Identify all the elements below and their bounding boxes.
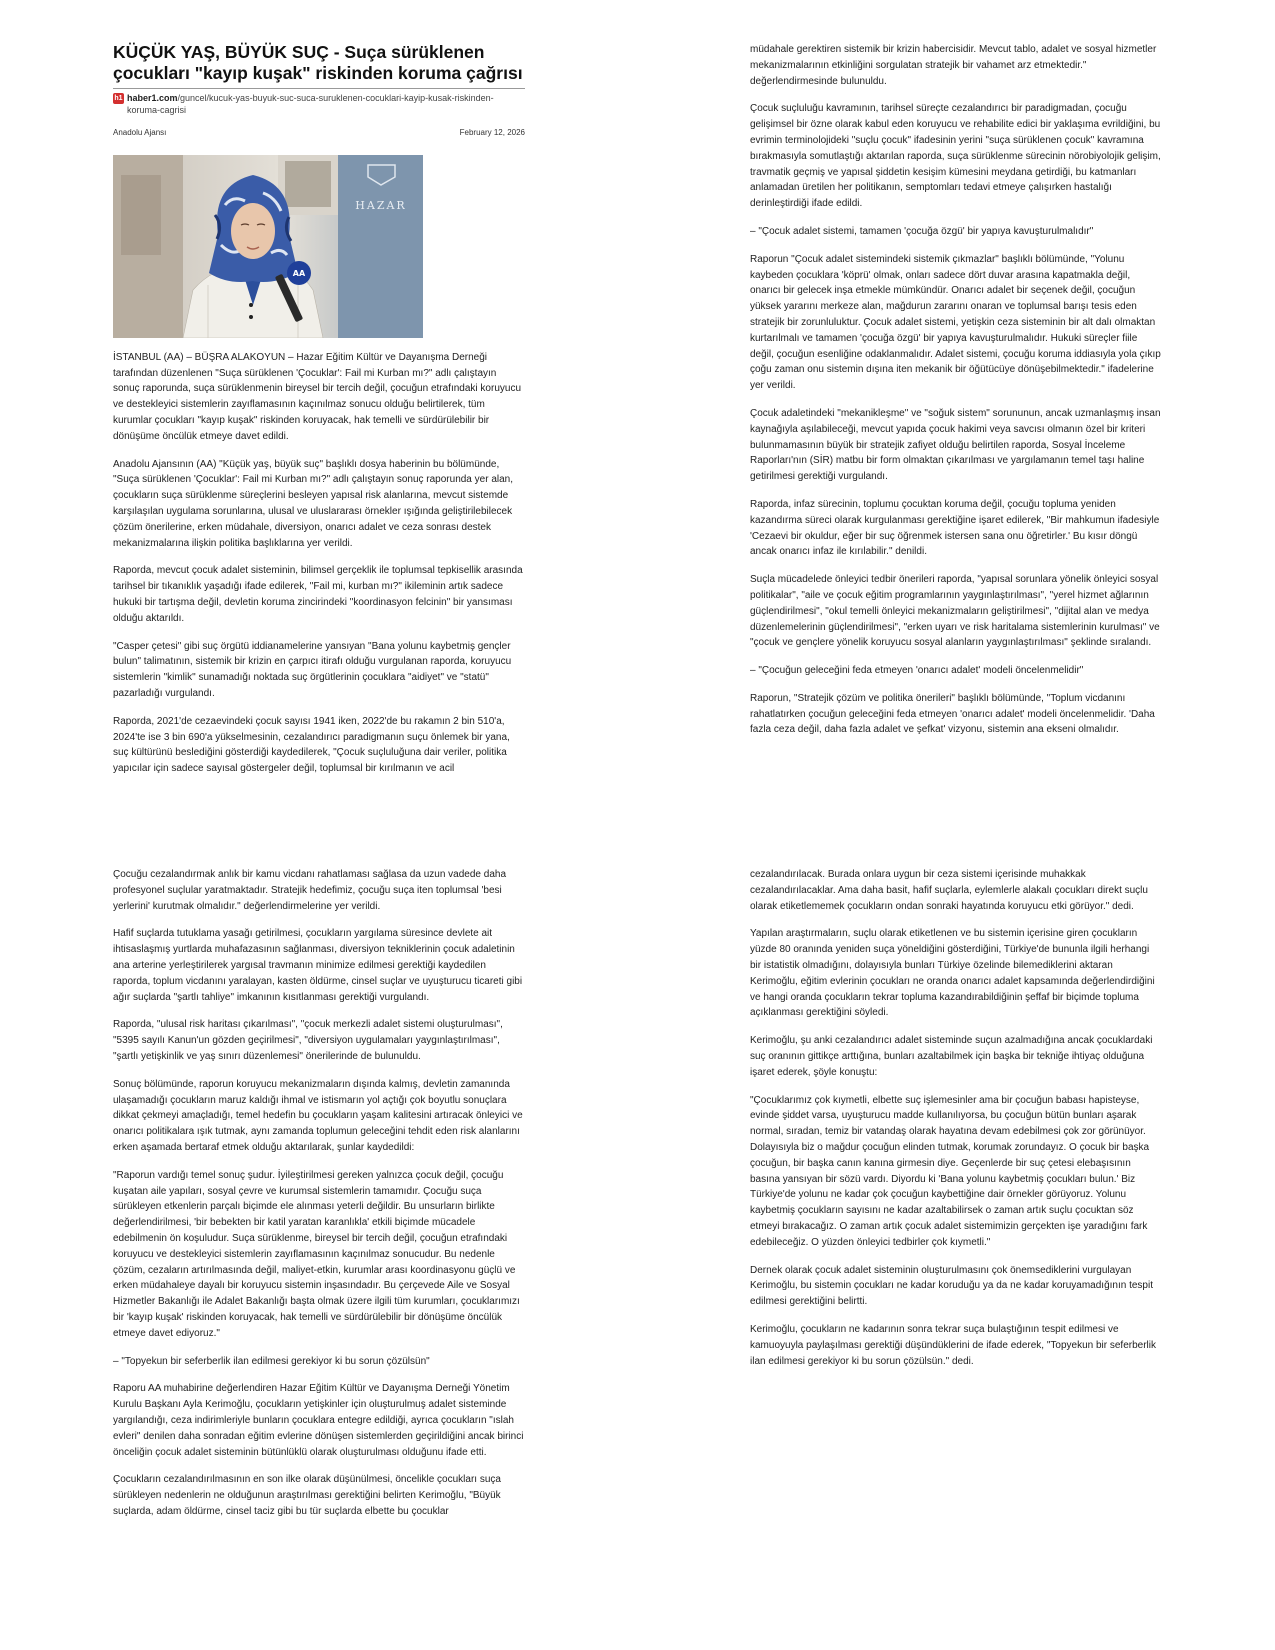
- paragraph: Yapılan araştırmaların, suçlu olarak etiketlenen ve bu sistemin içerisine giren çocukların yüzde 80 oranında yeniden suça yöneldiğini gösterdiğini, Türkiye'de bununla ilgili herhangi bir istatistik olmadığını, dolayısıyla bunları Türkiye özelinde bilemediklerini aktaran Kerimoğlu, eğitim evlerinin çocukları ne oranda onarıcı adalet kapsamında değerlendirdiğini ve hangi oranda çocukların tekrar topluma kazandırabildiğinin şeffaf bir biçimde topluma açıklanması gerektiğini söyledi.: [750, 928, 1155, 1019]
- paragraph: Çocuk suçluluğu kavramının, tarihsel süreçte cezalandırıcı bir paradigmadan, çocuğu gelişimsel bir özne olarak kabul eden koruyucu ve rehabilite edici bir yaklaşıma evrildiğini, bu evrimin terminolojideki "suçlu çocuk" ifadesinin yerini "suça sürüklenen çocuk" kavramına bırakmasıyla somutlaştığı aktarılan raporda, suça sürüklenme sürecinin nörobiyolojik gelişim, travmatik geçmiş ve yapısal şiddetin kesişim kümesini meydana getirdiği, bu katmanları anlamadan üretilen her politikanın, semptomları tedavi etmeye çalışırken hastalığı derinleştirdiği ifade edildi.: [750, 103, 1161, 210]
- paragraph: "Casper çetesi" gibi suç örgütü iddianamelerine yansıyan "Bana yolunu kaybetmiş gençler bulun" talimatının, sistemik bir krizin en çarpıcı itirafı olduğu vurgulanan raporda, koruyucu sistemlerin "kimlik" sunamadığı noktada suç örgütlerinin çocuklara "aidiyet" ve "statü" pazarladığı vurgulandı.: [113, 640, 512, 699]
- publish-date: February 12, 2026: [459, 128, 525, 137]
- paragraph: müdahale gerektiren sistemik bir krizin habercisidir. Mevcut tablo, adalet ve sosyal hizmetler mekanizmalarının etkinliğini sorgulatan stratejik bir vahamet arz etmektedir." değerlendirmesinde bulunuldu.: [750, 44, 1157, 87]
- paragraph: Kerimoğlu, şu anki cezalandırıcı adalet sisteminde suçun azalmadığına ancak çocuklardaki suç oranının gittikçe arttığına, bunları azaltabilmek için başka bir tekniğe ihtiyaç olduğuna işaret ederek, şöyle konuştu:: [750, 1035, 1153, 1078]
- microphone-label: AA: [292, 268, 306, 278]
- article-title: KÜÇÜK YAŞ, BÜYÜK SUÇ - Suça sürüklenen çocukları "kayıp kuşak" riskinden koruma çağrısı: [113, 42, 523, 83]
- source-domain: haber1.com: [127, 93, 178, 103]
- agency-name: Anadolu Ajansı: [113, 128, 167, 137]
- paragraph: "Raporun vardığı temel sonuç şudur. İyileştirilmesi gereken yalnızca çocuk değil, çocuğu kuşatan aile yapıları, sosyal çevre ve kurumsal sistemlerin tamamıdır. Çocuğu suça sürükleyen etkenlerin parçalı biçimde ele alınması yeterli değildir. Bu unsurların birlikte değerlendirilmesi, 'bir bebekten bir katil yaratan karanlıkla' etkili biçimde mücadele edebilmenin ön koşuludur. Suça sürüklenme, bireysel bir tercih değil, çocuğun etrafındaki koruyucu ve destekleyici sistemlerin zayıflamasının kaçınılmaz sonucudur. Bu nedenle çözüm, cezaların artırılmasında değil, maliyet-etkin, kurumlar arası koordinasyonu güçlü ve erken müdahaleye dayalı bir koruyucu sistemin inşasındadır. Bu çerçevede Aile ve Sosyal Hizmetler Bakanlığı ile Adalet Bakanlığı başta olmak üzere ilgili tüm kurumları, çocuklarımızı bir 'kayıp kuşak' riskinden koruyacak, hak temelli ve sürdürülebilir bir dönüşüme öncülük etmeye davet ediyoruz.": [113, 1169, 520, 1339]
- paragraph: Sonuç bölümünde, raporun koruyucu mekanizmaların dışında kalmış, devletin zamanında ulaşamadığı çocukların maruz kaldığı ihmal ve istismarın yol açtığı çok boyutlu sonuçlara dikkat çekmeyi amaçladığı, temel hedefin bu çocukların yaşam kalitesini artıracak önleyici ve onarıcı politikalara ışık tutmak, aynı zamanda toplumun geleceğini tehdit eden risk alanlarını erken aşamada bertaraf etmek olduğu aktarılarak, şunlar kaydedildi:: [113, 1078, 523, 1153]
- paragraph: Dernek olarak çocuk adalet sisteminin oluşturulmasını çok önemsediklerini vurgulayan Kerimoğlu, bu sistemin çocukları ne kadar koruduğu ya da ne kadar koruyamadığının tespit edilmesi gerektiğini belirtti.: [750, 1264, 1153, 1308]
- photo-sign-text: HAZAR: [355, 198, 407, 212]
- article-column-1: [113, 42, 525, 777]
- paragraph: Kerimoğlu, çocukların ne kadarının sonra tekrar suça bulaştığının tespit edilmesi ve kamuoyuyla paylaşılması gerektiği düşündüklerini de ifade ederek, "Topyekun bir seferberlik ilan edilmesi gerekiyor ki bu sorun çözülsün." dedi.: [750, 1323, 1156, 1367]
- source-url[interactable]: [113, 92, 525, 116]
- paragraph: Raporda, 2021'de cezaevindeki çocuk sayısı 1941 iken, 2022'de bu rakamın 2 bin 510'a, 2024'te ise 3 bin 690'a yükselmesinin, cezalandırıcı paradigmanın suçu önlemek bir yana, suç kültürünü beslediğini gösterdiği kaydedilerek, "Çocuk suçluluğuna dair veriler, politika yapıcılar için sadece sayısal göstergeler değil, toplumsal bir kırılmanın ve acil: [113, 715, 510, 775]
- paragraph: Raporda, infaz sürecinin, toplumu çocuktan koruma değil, çocuğu topluma yeniden kazandırma süreci olarak kurgulanması gerektiğine işaret edilerek, "Bir mahkumun ifadesiyle 'Cezaevi bir okuldur, eğer bir suç öğrenmek istersen sana onu öğretirler.' Bu kısır döngü ancak onarıcı infaz ile kırılabilir." denildi.: [750, 498, 1160, 558]
- paragraph: Raporda, "ulusal risk haritası çıkarılması", "çocuk merkezli adalet sistemi oluşturulması", "5395 sayılı Kanun'un gözden geçirilmesi", "diversiyon uygulamaları yaygınlaştırılması", "şartlı yetişkinlik ve yaş sınırı düzenlemesi" önerilerinde de bulunuldu.: [113, 1019, 503, 1062]
- title-divider: [113, 88, 525, 89]
- article-column-3: [113, 867, 525, 1520]
- paragraph: Anadolu Ajansının (AA) "Küçük yaş, büyük suç" başlıklı dosya haberinin bu bölümünde, "Suça sürüklenen 'Çocuklar': Fail mi Kurban mı?" adlı çalıştayın sonuç raporunda yer alan, çocukların suça sürüklenme süreçlerini besleyen yapısal risk alanlarına, mevcut sistemde karşılaşılan uygulama sorunlarına, ulusal ve uluslararası örnekler ışığında geliştirilebilecek çözüm önerilerine, erken müdahale, diversiyon, onarıcı adalet ve ceza sonrası destek mekanizmalarına ilişkin politika başlıklarına yer verildi.: [113, 458, 514, 549]
- source-path: /guncel/kucuk-yas-buyuk-suc-suca-suruklenen-cocuklari-kayip-kusak-riskinden-koruma-cagrisi: [127, 93, 494, 115]
- paragraph: Suçla mücadelede önleyici tedbir önerileri raporda, "yapısal sorunlara yönelik önleyici sosyal politikalar", "aile ve çocuk eğitim programlarının yaygınlaştırılması", "yerel hizmet ağlarının güçlendirilmesi", "okul temelli önleyici mekanizmaların geliştirilmesi", "dijital alan ve medya düzenlemelerinin güçlendirilmesi", "erken uyarı ve risk haritalama sistemlerinin kurulması" ve "çocuk ve gençlere yönelik koruyucu sosyal alanların yaygınlaştırılması" şeklinde sıralandı.: [750, 574, 1160, 649]
- subheading: – "Çocuğun geleceğini feda etmeyen 'onarıcı adalet' modeli öncelenmelidir": [750, 665, 1084, 677]
- subheading: – "Çocuk adalet sistemi, tamamen 'çocuğa özgü' bir yapıya kavuşturulmalıdır": [750, 225, 1094, 237]
- article-column-4: [750, 867, 1163, 1369]
- paragraph: Raporun "Çocuk adalet sistemindeki sistemik çıkmazlar" başlıklı bölümünde, "Yolunu kaybeden çocuklara 'köprü' olmak, onları sadece dört duvar arasına kapatmakla değil, onarıcı bir gelecek inşa etmekle mümkündür. Onarıcı adalet bir seçenek değil, çocuğun yüksek yararını merkeze alan, mağdurun zararını onaran ve toplumsal barışı tesis eden stratejik bir zorunluluktur. Çocuk adalet sistemi, yetişkin ceza sisteminin bir alt dalı olmaktan kurtarılmalı ve tamamen 'çocuğa özgü' bir yapıya kavuşturulmalıdır. Hukuki süreçler fiile değil, çocuğun esenliğine odaklanmalıdır. Adalet sistemi, çocuğu koruma iddiasıyla yola çıkıp çoğu zaman onu sistemin dışına iten mekanik bir öğütücüye dönüşebilmektedir." ifadelerine yer verildi.: [750, 253, 1161, 392]
- paragraph: Çocuğu cezalandırmak anlık bir kamu vicdanı rahatlaması sağlasa da uzun vadede daha profesyonel suçlular yaratmaktadır. Stratejik hedefimiz, çocuğu suça iten toplumsal 'besi yerlerini' kurutmak olmalıdır." değerlendirmelerine yer verildi.: [113, 869, 507, 912]
- haber1-logo-icon: h1: [114, 95, 123, 102]
- paragraph: "Çocuklarımız çok kıymetli, elbette suç işlemesinler ama bir çocuğun babası hapisteyse, evinde şiddet varsa, uyuşturucu madde kullanılıyorsa, bu çocuğun bütün bunları aşarak normal, sıradan, temiz bir vatandaş olarak hayatına devam edebilmesi çok zor görünüyor. Dolayısıyla biz o mağdur çocuğun elinden tutmak, korumak zorundayız. O çocuk bir başka çocuğun, bir başka canın kanına girmesin diye. Geçenlerde bir suç çetesi elebaşısının basına yansıyan bir sözü vardı. Diyordu ki 'Bana yolunu kaybetmiş çocukları bulun.' Biz Türkiye'de yolunu ne kadar çok çocuğun kaybettiğine dair örnekler görüyoruz. Yolunu kaybetmiş çocukların sayısını ne kadar azaltabilirsek o zaman artık suçlu çocuktan söz etmeyi bırakacağız. O zaman artık çocuk adalet sistemimizin gerçekten işe yaradığını fark edebileceğiz. O yüzden önleyici tedbirler çok kıymetli.": [750, 1094, 1150, 1248]
- article-meta: [113, 125, 525, 141]
- paragraph: Hafif suçlarda tutuklama yasağı getirilmesi, çocukların yargılama süresince devlete ait ihtisaslaşmış yurtlarda muhafazasının sağlanması, diversiyon tekniklerinin çocuk adaletinin ana arterine yerleştirilerek yargısal travmanın minimize edilmesi gerektiği kaydedilen raporda, toplum vicdanını yaralayan, kasten öldürme, cinsel suçlar ve uyuşturucu ticareti gibi ağır suçlarda "şartlı tahliye" imkanının kısıtlanması gerektiği vurgulandı.: [113, 928, 523, 1003]
- source-url-text: [127, 92, 525, 116]
- subheading: – "Topyekun bir seferberlik ilan edilmesi gerekiyor ki bu sorun çözülsün": [113, 1355, 430, 1367]
- article-photo: [113, 155, 423, 338]
- paragraph: Raporun, "Stratejik çözüm ve politika önerileri" başlıklı bölümünde, "Toplum vicdanını rahatlatırken çocuğun geleceğini feda etmeyen 'onarıcı adalet' modeli öncelenmelidir. 'Daha fazla ceza değil, daha fazla adalet ve şefkat' vizyonu, sistemin ana ekseni olmalıdır.: [750, 692, 1155, 736]
- paragraph: Raporda, mevcut çocuk adalet sisteminin, bilimsel gerçeklik ile toplumsal tepkisellik arasında tarihsel bir tıkanıklık yaşadığı ifade edilerek, "Fail mi, kurban mı?" ikileminin artık sadece hukuki bir tartışma değil, devletin koruma zincirindeki "koordinasyon felcinin" bir yansıması olduğu aktarıldı.: [113, 565, 523, 624]
- article-column-2: [750, 42, 1163, 738]
- paragraph: cezalandırılacak. Burada onlara uygun bir ceza sistemi içerisinde muhakkak cezalandırılacaklar. Ama daha basit, hafif suçlarla, eylemlerle alakalı çocukları direkt suçlu olarak etiketlememek çocukların ondan sonraki hayatında koruyucu etki görüyor." dedi.: [750, 869, 1148, 912]
- paragraph: Çocuk adaletindeki "mekanikleşme" ve "soğuk sistem" sorununun, ancak uzmanlaşmış insan kaynağıyla aşılabileceği, mevcut yapıda çocuk hakimi veya savcısı olmanın özel bir kriteri bulunmamasının büyük bir stratejik zafiyet olduğu belirtilen raporda, Sosyal İnceleme Raporları'nın (SİR) matbu bir form olmaktan çıkarılması ve yargılamanın temel taşı haline getirilmesi gerektiği vurgulandı.: [750, 407, 1161, 483]
- paragraph: Çocukların cezalandırılmasının en son ilke olarak düşünülmesi, öncelikle çocukları suça sürükleyen nedenlerin ne olduğunun araştırılması gerektiğini belirten Kerimoğlu, "Büyük suçlarda, adam öldürme, cinsel taciz gibi bu tür suçlarda elbette bu çocuklar: [113, 1474, 501, 1517]
- paragraph: İSTANBUL (AA) – BÜŞRA ALAKOYUN – Hazar Eğitim Kültür ve Dayanışma Derneği tarafından düzenlenen "Suça sürüklenen 'Çocuklar': Fail mi Kurban mı?" adlı çalıştayın sonuç raporunda, suça sürüklenmenin bireysel bir tercih değil, çocuğun etrafındaki koruyucu ve destekleyici sistemlerin zayıflamasının kaçınılmaz sonucu olduğu belirtilerek, tüm kurumlar çocukları "kayıp kuşak" riskinden koruyacak, hak temelli ve sürdürülebilir bir dönüşüme öncülük etmeye davet edildi.: [113, 351, 522, 442]
- paragraph: Raporu AA muhabirine değerlendiren Hazar Eğitim Kültür ve Dayanışma Derneği Yönetim Kurulu Başkanı Ayla Kerimoğlu, çocukların yetişkinler için oluşturulmuş adalet sisteminde yargılandığı, ceza indirimleriyle bunların çocuklara entegre edildiği, ayrıca çocukların "ıslah evleri" denilen daha sonradan eğitim evlerine dönüşen sistemlerden geçirildiğini ancak birinci önceliğin çocuk adalet sisteminin bütünlüklü olarak oluşturulması olduğunu ifade etti.: [113, 1383, 524, 1458]
